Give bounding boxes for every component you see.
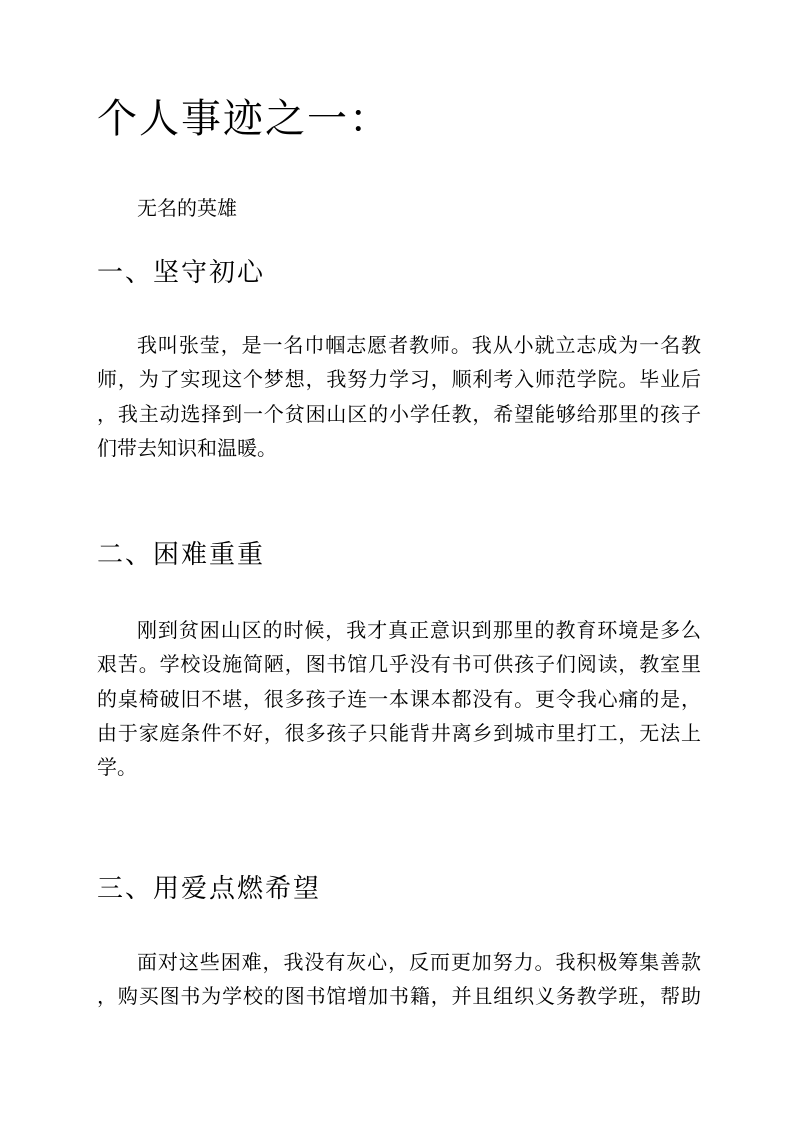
paragraph-line: 的桌椅破旧不堪，很多孩子连一本课本都没有。更令我心痛的是， [97, 686, 701, 711]
section-heading-3: 三、用爱点燃希望 [97, 874, 322, 904]
section-heading-1: 一、坚守初心 [97, 258, 266, 288]
section-2-paragraph [97, 613, 701, 784]
paragraph-line: ，购买图书为学校的图书馆增加书籍，并且组织义务教学班，帮助 [97, 984, 701, 1009]
paragraph-line: ，我主动选择到一个贫困山区的小学任教，希望能够给那里的孩子 [97, 401, 701, 426]
paragraph-line: 们带去知识和温暖。 [97, 435, 277, 460]
section-1-paragraph [97, 328, 701, 465]
paragraph-line: 我叫张莹，是一名巾帼志愿者教师。我从小就立志成为一名教 [137, 333, 701, 357]
paragraph-line: 艰苦。学校设施简陋，图书馆几乎没有书可供孩子们阅读，教室里 [97, 652, 701, 677]
paragraph-line: 学。 [97, 755, 137, 780]
document-subtitle: 无名的英雄 [137, 196, 237, 220]
paragraph-line: 由于家庭条件不好，很多孩子只能背井离乡到城市里打工，无法上 [97, 720, 701, 745]
document-title: 个人事迹之一： [97, 96, 391, 142]
paragraph-line: 面对这些困难，我没有灰心，反而更加努力。我积极筹集善款 [137, 950, 701, 974]
paragraph-line: 师，为了实现这个梦想，我努力学习，顺利考入师范学院。毕业后 [97, 367, 701, 392]
section-3-paragraph [97, 945, 701, 1014]
section-heading-2: 二、困难重重 [97, 540, 266, 570]
paragraph-line: 刚到贫困山区的时候，我才真正意识到那里的教育环境是多么 [137, 618, 701, 642]
